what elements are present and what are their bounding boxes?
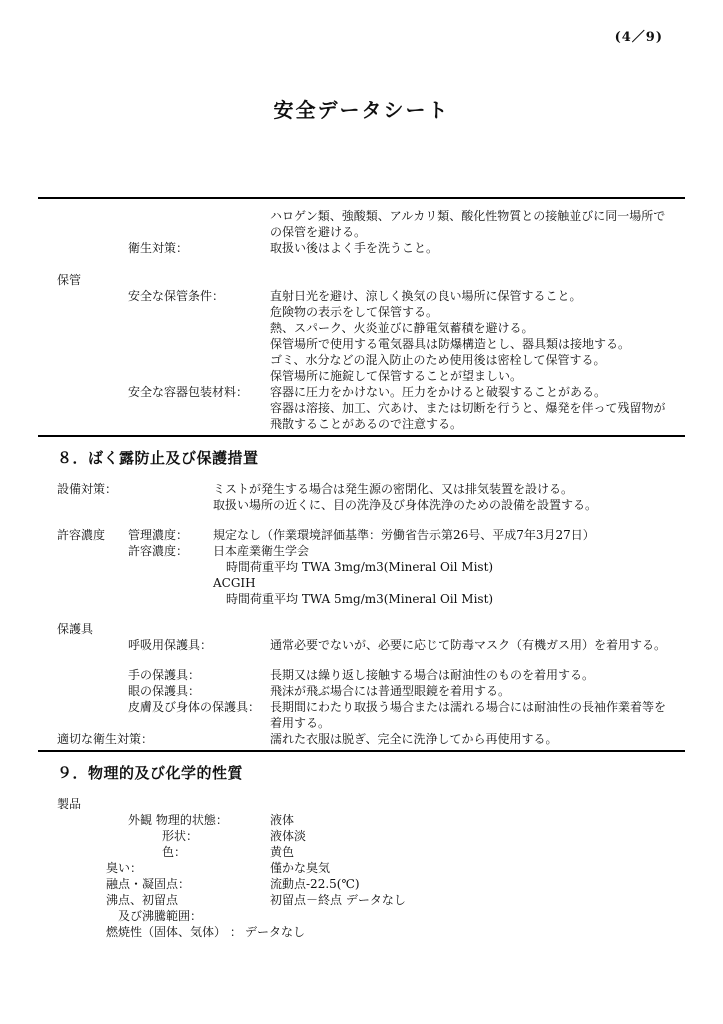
blank-line	[0, 256, 723, 272]
field-value: 日本産業衛生学会	[213, 544, 310, 558]
text-line	[0, 320, 723, 336]
text-line	[0, 368, 723, 384]
text-line	[0, 876, 723, 892]
text-line	[0, 240, 723, 256]
field-label: 形状：	[162, 829, 199, 843]
field-label: 臭い：	[106, 861, 143, 875]
field-label: 外観 物理的状態：	[128, 813, 228, 827]
field-value: 危険物の表示をして保管する。	[270, 305, 439, 319]
field-value: 容器は溶接、加工、穴あけ、または切断を行うと、爆発を伴って残留物が	[270, 401, 666, 415]
section-label: 設備対策：	[57, 482, 118, 496]
section-body	[0, 481, 723, 747]
text-line	[0, 796, 723, 812]
field-value: 黄色	[270, 845, 295, 859]
field-value: ハロゲン類、強酸類、アルカリ類、酸化性物質との接触並びに同一場所で	[270, 209, 666, 223]
field-value: 飛沫が飛ぶ場合には普通型眼鏡を着用する。	[270, 684, 511, 698]
field-value: 保管場所で使用する電気器具は防爆構造とし、器具類は接地する。	[270, 337, 631, 351]
section-heading: ８．ばく露防止及び保護措置	[57, 449, 259, 467]
section-9-physical-chemical-properties	[0, 750, 723, 940]
text-line	[0, 352, 723, 368]
field-value: 通常必要でないが、必要に応じて防毒マスク（有機ガス用）を着用する。	[270, 638, 667, 652]
text-line	[0, 288, 723, 304]
field-label: 及び沸騰範囲：	[118, 909, 203, 923]
text-line	[0, 272, 723, 288]
field-value: ACGIH	[213, 576, 256, 590]
page-number: (4／9)	[614, 30, 663, 45]
section-label: 適切な衛生対策：	[57, 732, 154, 746]
field-value: 液体	[270, 813, 295, 827]
text-line	[0, 828, 723, 844]
text-line	[0, 304, 723, 320]
section-divider	[38, 197, 685, 199]
section-label: 保護具	[57, 622, 94, 636]
field-value: 長期間にわたり取扱う場合または濡れる場合には耐油性の長袖作業着等を	[270, 700, 667, 714]
text-line	[0, 699, 723, 715]
field-value: の保管を避ける。	[270, 225, 367, 239]
text-line	[0, 621, 723, 637]
field-value: 保管場所に施錠して保管することが望ましい。	[270, 369, 523, 383]
field-label: 安全な保管条件：	[128, 289, 225, 303]
field-value: 直射日光を避け、涼しく換気の良い場所に保管すること。	[270, 289, 582, 303]
text-line	[0, 591, 723, 607]
field-label: 色：	[162, 845, 187, 859]
field-value: ゴミ、水分などの混入防止のため使用後は密栓して保管する。	[270, 353, 606, 367]
section-8-exposure-controls	[0, 435, 723, 747]
document-title: 安全データシート	[273, 98, 450, 122]
section-heading: ９．物理的及び化学的性質	[57, 764, 244, 782]
text-line	[0, 667, 723, 683]
field-label: 呼吸用保護具：	[128, 638, 213, 652]
text-line	[0, 559, 723, 575]
text-line	[0, 908, 723, 924]
field-value: 時間荷重平均 TWA 3mg/m3(Mineral Oil Mist)	[226, 560, 494, 574]
field-value: 規定なし（作業環境評価基準：労働省告示第26号、平成7年3月27日）	[213, 528, 595, 542]
field-value: 初留点－終点 データなし	[270, 893, 406, 907]
section-label: 許容濃度	[57, 528, 106, 542]
section-handling-storage-continued	[0, 197, 723, 432]
field-label: 燃焼性（固体、気体） ：	[106, 925, 242, 939]
text-line	[0, 892, 723, 908]
text-line	[0, 481, 723, 497]
section-label: 保管	[57, 273, 82, 287]
text-line	[0, 208, 723, 224]
text-line	[0, 731, 723, 747]
field-label: 管理濃度：	[128, 528, 189, 542]
field-value: 飛散することがあるので注意する。	[270, 417, 463, 431]
text-line	[0, 844, 723, 860]
field-value: 長期又は繰り返し接触する場合は耐油性のものを着用する。	[270, 668, 595, 682]
text-line	[0, 924, 723, 940]
field-value: 取扱い後はよく手を洗うこと。	[270, 241, 439, 255]
field-value: 取扱い場所の近くに、目の洗浄及び身体洗浄のための設備を設置する。	[213, 498, 598, 512]
field-value: 着用する。	[270, 716, 331, 730]
text-line	[0, 224, 723, 240]
text-line	[0, 543, 723, 559]
field-value: 時間荷重平均 TWA 5mg/m3(Mineral Oil Mist)	[226, 592, 494, 606]
text-line	[0, 683, 723, 699]
text-line	[0, 527, 723, 543]
blank-line	[0, 513, 723, 527]
section-divider	[38, 435, 685, 437]
field-value: データなし	[245, 925, 306, 939]
field-value: 容器に圧力をかけない。圧力をかけると破裂することがある。	[270, 385, 607, 399]
field-value: 流動点-22.5(℃)	[270, 877, 360, 891]
field-label: 手の保護具：	[128, 668, 201, 682]
text-line	[0, 497, 723, 513]
field-label: 安全な容器包装材料：	[128, 385, 249, 399]
section-divider	[38, 750, 685, 752]
document-body	[0, 197, 723, 940]
text-line	[0, 715, 723, 731]
field-label: 眼の保護具：	[128, 684, 201, 698]
text-line	[0, 575, 723, 591]
field-label: 融点・凝固点：	[106, 877, 191, 891]
text-line	[0, 812, 723, 828]
text-line	[0, 416, 723, 432]
field-label: 皮膚及び身体の保護具：	[128, 700, 261, 714]
section-body	[0, 796, 723, 940]
section-label: 製品	[57, 797, 82, 811]
field-label: 衛生対策：	[128, 241, 189, 255]
text-line	[0, 384, 723, 400]
field-value: 濡れた衣服は脱ぎ、完全に洗浄してから再使用する。	[270, 732, 558, 746]
section-body	[0, 208, 723, 432]
blank-line	[0, 607, 723, 621]
field-label: 許容濃度：	[128, 544, 189, 558]
field-value: 熱、スパーク、火炎並びに静電気蓄積を避ける。	[270, 321, 534, 335]
text-line	[0, 860, 723, 876]
field-value: ミストが発生する場合は発生源の密閉化、又は排気装置を設ける。	[213, 482, 574, 496]
field-value: 液体淡	[270, 829, 307, 843]
text-line	[0, 637, 723, 653]
blank-line	[0, 653, 723, 667]
field-value: 僅かな臭気	[270, 861, 331, 875]
field-label: 沸点、初留点	[106, 893, 179, 907]
text-line	[0, 336, 723, 352]
text-line	[0, 400, 723, 416]
